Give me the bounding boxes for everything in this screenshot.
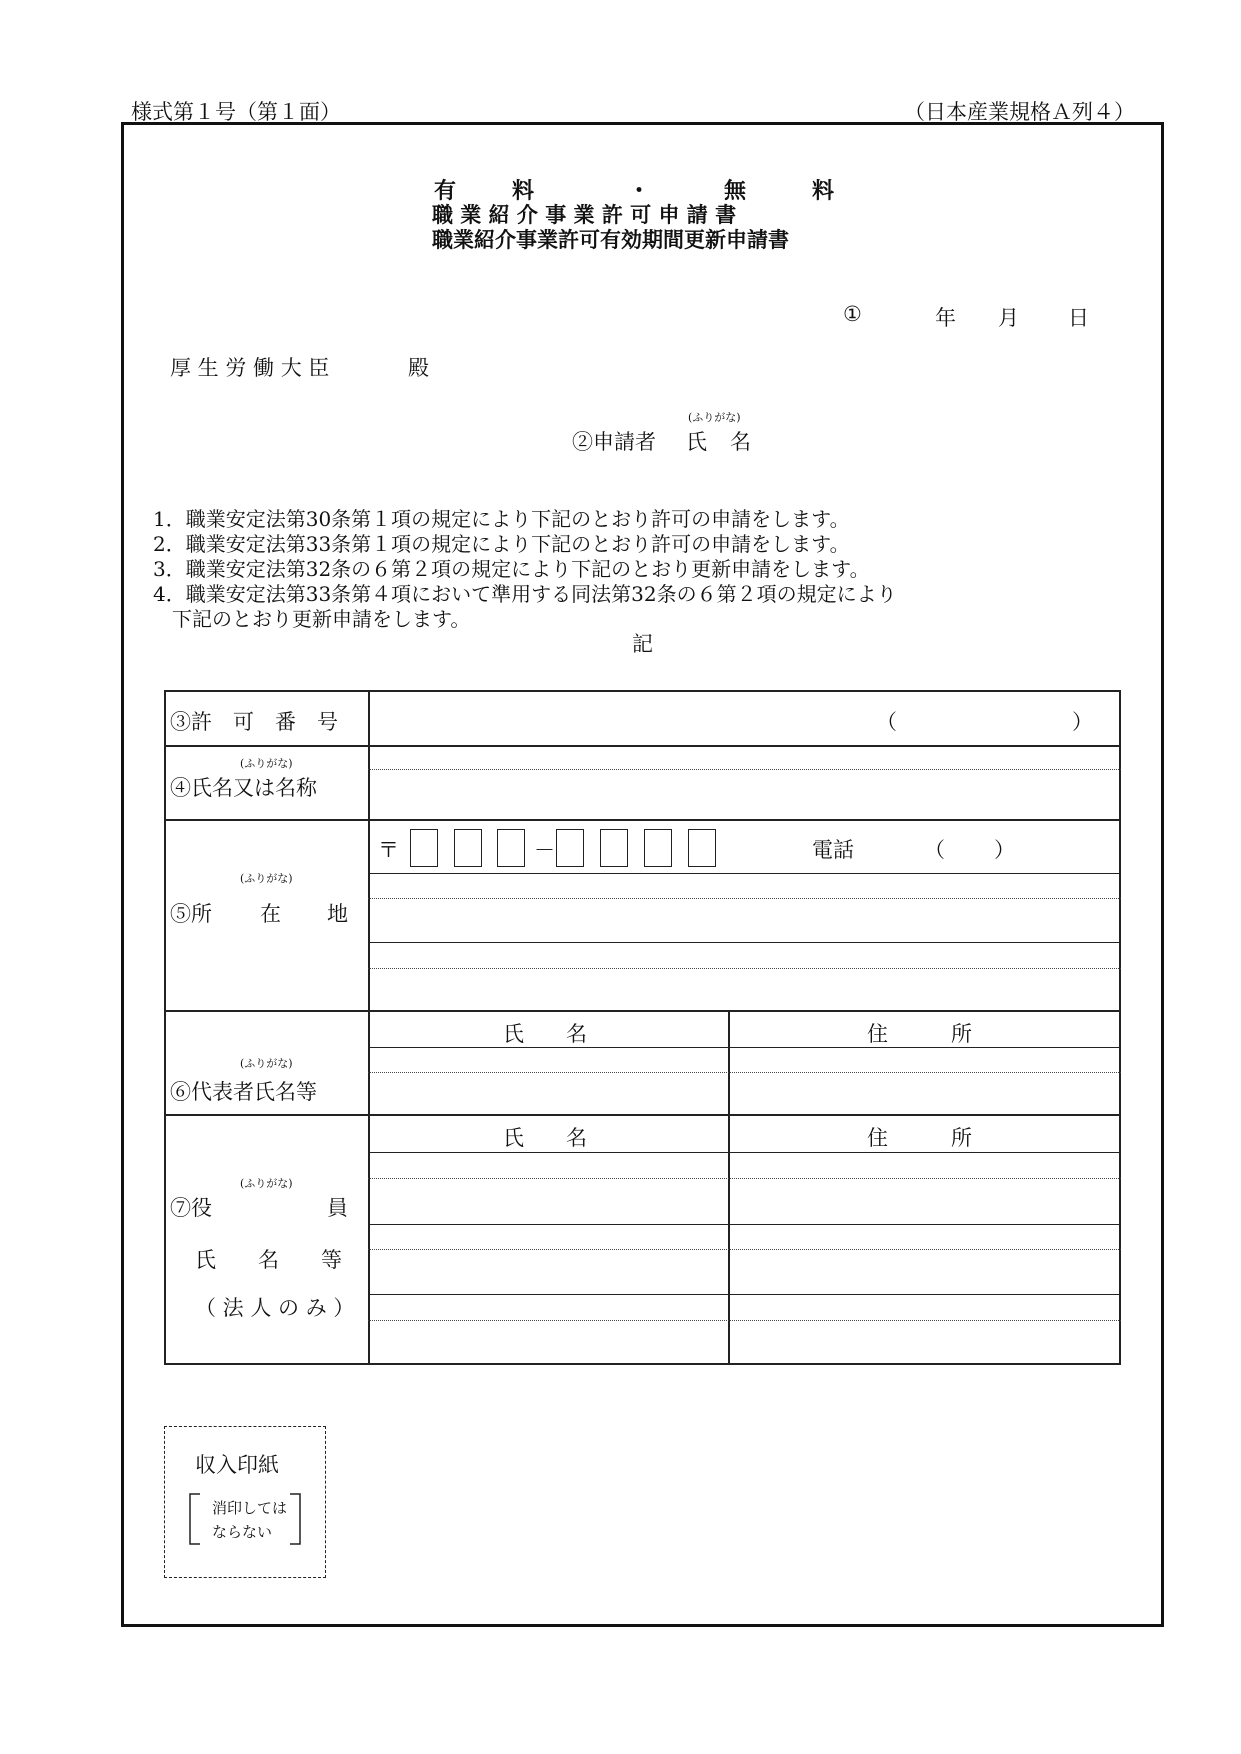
location-label-1: ⑤所	[170, 902, 212, 926]
statement-2: 2．職業安定法第33条第１項の規定により下記のとおり許可の申請をします。	[153, 532, 850, 556]
title-line1-2: 料	[512, 179, 535, 204]
stamp-note-2: ならない	[212, 1523, 273, 1541]
officer-label-4: （ 法 人 の み ）	[195, 1296, 355, 1320]
date-year: 年	[935, 306, 956, 330]
permit-number-label: ③許 可 番 号	[170, 710, 338, 734]
stamp-note-1: 消印しては	[212, 1499, 288, 1517]
statement-4-cont: 下記のとおり更新申請をします。	[172, 607, 471, 631]
postal-digit-3[interactable]	[497, 829, 525, 867]
location-label-2: 在	[260, 902, 281, 926]
ki-mark: 記	[632, 632, 653, 656]
officer-label-2: 員	[327, 1196, 348, 1220]
rep-col-name: 氏 名	[503, 1022, 587, 1046]
postal-digit-1[interactable]	[410, 829, 438, 867]
postal-digit-4[interactable]	[556, 829, 584, 867]
permit-paren-open: （	[876, 710, 897, 734]
applicant-name-1: 氏	[686, 430, 707, 454]
title-line2: 職 業 紹 介 事 業 許 可 申 請 書	[432, 203, 737, 227]
date-month: 月	[998, 306, 1019, 330]
statement-3: 3．職業安定法第32条の６第２項の規定により下記のとおり更新申請をします。	[153, 557, 870, 581]
location-ruby: (ふりがな)	[240, 872, 293, 885]
applicant-ruby: (ふりがな)	[688, 411, 741, 424]
name-field[interactable]	[372, 772, 1117, 817]
permit-paren-close: ）	[1072, 710, 1093, 734]
title-line1-5: 料	[812, 179, 835, 204]
addressee-honorific: 殿	[408, 356, 429, 380]
location-label-3: 地	[327, 902, 348, 926]
addressee-name: 厚 生 労 働 大 臣	[170, 356, 330, 380]
rep-ruby: (ふりがな)	[240, 1057, 293, 1070]
phone-paren-close: ）	[994, 838, 1015, 862]
officer-name-field-1[interactable]	[372, 1180, 726, 1222]
postal-digit-5[interactable]	[600, 829, 628, 867]
rep-address-field[interactable]	[732, 1074, 1117, 1112]
postal-digit-7[interactable]	[688, 829, 716, 867]
rep-col-address: 住 所	[867, 1022, 972, 1046]
statement-1: 1．職業安定法第30条第１項の規定により下記のとおり許可の申請をします。	[153, 507, 850, 531]
officer-col-address: 住 所	[867, 1126, 972, 1150]
officer-label-3: 氏 名 等	[195, 1248, 342, 1272]
title-line3: 職業紹介事業許可有効期間更新申請書	[432, 228, 789, 252]
applicant-label: ②申請者	[572, 430, 656, 454]
permit-number-field[interactable]	[372, 694, 1117, 744]
statement-4: 4．職業安定法第33条第４項において準用する同法第32条の６第２項の規定により	[153, 582, 897, 606]
postal-mark: 〒	[378, 838, 399, 862]
title-line1-3: ・	[628, 179, 651, 204]
revenue-stamp-title: 収入印紙	[195, 1453, 279, 1477]
name-label: ④氏名又は名称	[170, 776, 317, 800]
officer-label-1: ⑦役	[170, 1196, 212, 1220]
postal-dash: －	[534, 838, 555, 862]
officer-name-field-3[interactable]	[372, 1322, 726, 1361]
paper-size-note: （日本産業規格Ａ列４）	[904, 100, 1135, 124]
rep-name-field[interactable]	[372, 1074, 726, 1112]
phone-paren-open: （	[924, 838, 945, 862]
address-field-1[interactable]	[372, 900, 1117, 940]
applicant-name-2: 名	[730, 430, 751, 454]
postal-digit-2[interactable]	[454, 829, 482, 867]
officer-ruby: (ふりがな)	[240, 1177, 293, 1190]
date-number: ①	[843, 302, 862, 326]
officer-address-field-2[interactable]	[732, 1251, 1117, 1292]
address-field-2[interactable]	[372, 970, 1117, 1008]
rep-label: ⑥代表者氏名等	[170, 1080, 317, 1104]
title-line1-4: 無	[724, 179, 747, 204]
postal-digit-6[interactable]	[644, 829, 672, 867]
name-ruby: (ふりがな)	[240, 757, 293, 770]
officer-address-field-1[interactable]	[732, 1180, 1117, 1222]
officer-col-name: 氏 名	[503, 1126, 587, 1150]
officer-address-field-3[interactable]	[732, 1322, 1117, 1361]
date-day: 日	[1068, 306, 1089, 330]
phone-label: 電話	[812, 838, 854, 862]
form-number: 様式第１号（第１面）	[131, 100, 341, 124]
title-line1-1: 有	[434, 179, 457, 204]
officer-name-field-2[interactable]	[372, 1251, 726, 1292]
